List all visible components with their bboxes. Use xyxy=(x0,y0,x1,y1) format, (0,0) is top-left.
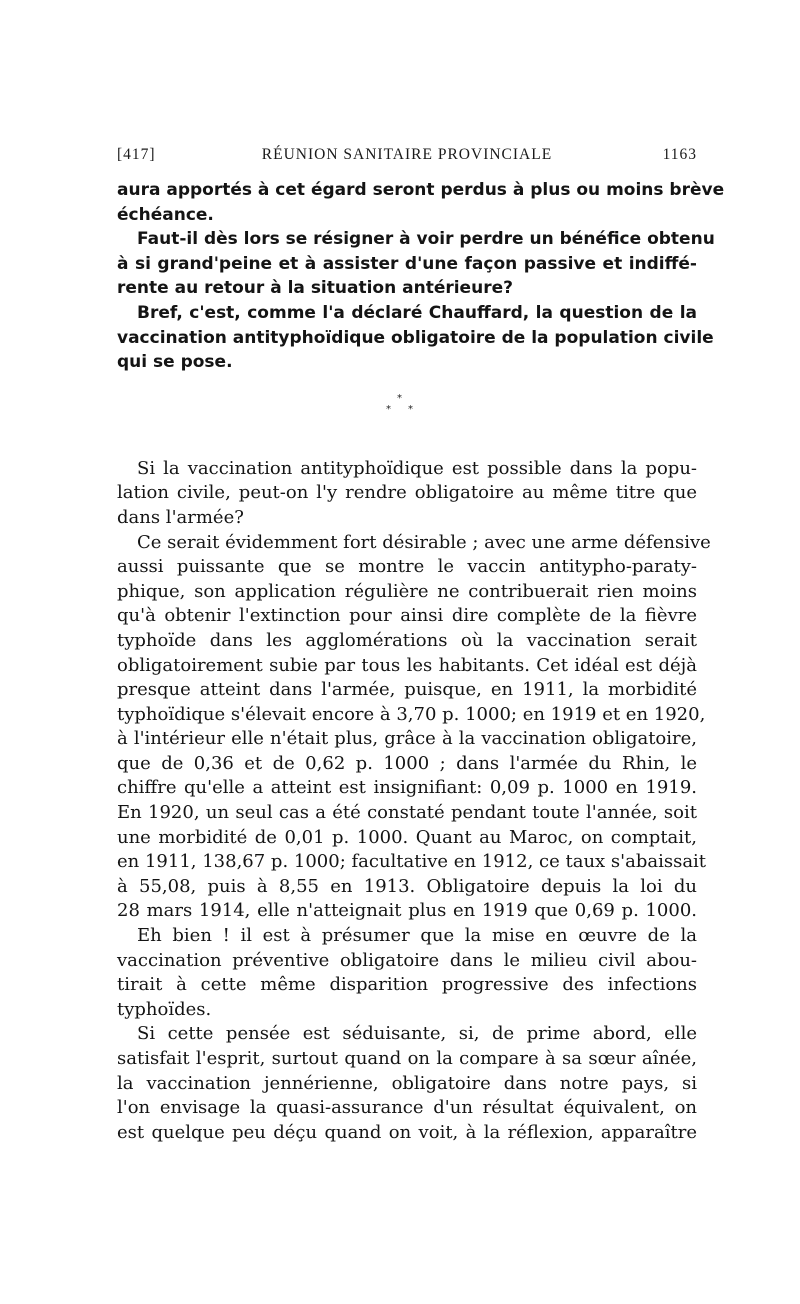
text-line: la vaccination jennérienne, obligatoire dans notre pays, si xyxy=(117,1072,697,1094)
text-line: qu'à obtenir l'extinction pour ainsi dire complète de la fièvre xyxy=(117,605,697,627)
text-line: phique, son application régulière ne contribuerait rien moins xyxy=(117,580,697,602)
text-line: obligatoirement subie par tous les habitants. Cet idéal est déjà xyxy=(117,654,697,676)
text-line: 28 mars 1914, elle n'atteignait plus en 1919 que 0,69 p. 1000. xyxy=(117,900,697,922)
text-line: typhoïde dans les agglomérations où la vaccination serait xyxy=(117,629,697,651)
text-line: à l'intérieur elle n'était plus, grâce à la vaccination obligatoire, xyxy=(117,728,697,750)
text-line: est quelque peu déçu quand on voit, à la réflexion, apparaître xyxy=(117,1121,697,1143)
header-left-number: [417] xyxy=(117,146,156,163)
text-line: aussi puissante que se montre le vaccin antitypho-paraty- xyxy=(117,556,697,578)
asterisk-icon: * xyxy=(386,404,391,415)
text-line: typhoïdique s'élevait encore à 3,70 p. 1000; en 1919 et en 1920, xyxy=(117,703,706,725)
text-line: typhoïdes. xyxy=(117,998,212,1020)
text-line: Si la vaccination antityphoïdique est possible dans la popu- xyxy=(137,457,697,479)
text-line: qui se pose. xyxy=(117,352,233,373)
text-line: vaccination antityphoïdique obligatoire de la population civile xyxy=(117,327,714,348)
text-line: à si grand'peine et à assister d'une façon passive et indiffé- xyxy=(117,253,697,274)
section-break-asterisks xyxy=(386,393,416,419)
text-line: l'on envisage la quasi-assurance d'un résultat équivalent, on xyxy=(117,1097,697,1119)
text-line: une morbidité de 0,01 p. 1000. Quant au Maroc, on comptait, xyxy=(117,826,697,848)
header-title: RÉUNION SANITAIRE PROVINCIALE xyxy=(261,146,553,163)
text-line: à 55,08, puis à 8,55 en 1913. Obligatoire depuis la loi du xyxy=(117,875,697,897)
text-line: lation civile, peut-on l'y rendre obligatoire au même titre que xyxy=(117,482,697,504)
text-line: dans l'armée? xyxy=(117,506,244,528)
text-line: chiffre qu'elle a atteint est insignifiant: 0,09 p. 1000 en 1919. xyxy=(117,777,697,799)
text-line: échéance. xyxy=(117,204,214,225)
text-line: rente au retour à la situation antérieure? xyxy=(117,278,513,299)
text-line: Bref, c'est, comme l'a déclaré Chauffard, la question de la xyxy=(137,302,697,323)
text-line: en 1911, 138,67 p. 1000; facultative en 1912, ce taux s'abaissait xyxy=(117,851,707,873)
running-header xyxy=(117,146,697,170)
text-line: presque atteint dans l'armée, puisque, en 1911, la morbidité xyxy=(117,679,697,701)
body-text xyxy=(117,178,725,1145)
text-line: Si cette pensée est séduisante, si, de prime abord, elle xyxy=(137,1023,697,1045)
text-line: vaccination préventive obligatoire dans le milieu civil abou- xyxy=(117,949,697,971)
text-line: aura apportés à cet égard seront perdus à plus ou moins brève xyxy=(117,180,725,200)
asterisk-icon: * xyxy=(408,404,413,415)
text-line: tirait à cette même disparition progressive des infections xyxy=(117,974,697,996)
text-line: Faut-il dès lors se résigner à voir perdre un bénéfice obtenu xyxy=(137,229,715,250)
text-line: satisfait l'esprit, surtout quand on la compare à sa sœur aînée, xyxy=(117,1048,697,1069)
page-number: 1163 xyxy=(662,146,697,163)
text-line: Ce serait évidemment fort désirable ; avec une arme défensive xyxy=(137,531,711,553)
text-line: Eh bien ! il est à présumer que la mise en œuvre de la xyxy=(137,925,697,947)
text-line: que de 0,36 et de 0,62 p. 1000 ; dans l'armée du Rhin, le xyxy=(117,752,697,774)
asterisk-icon: * xyxy=(397,393,402,404)
text-line: En 1920, un seul cas a été constaté pendant toute l'année, soit xyxy=(117,802,697,824)
